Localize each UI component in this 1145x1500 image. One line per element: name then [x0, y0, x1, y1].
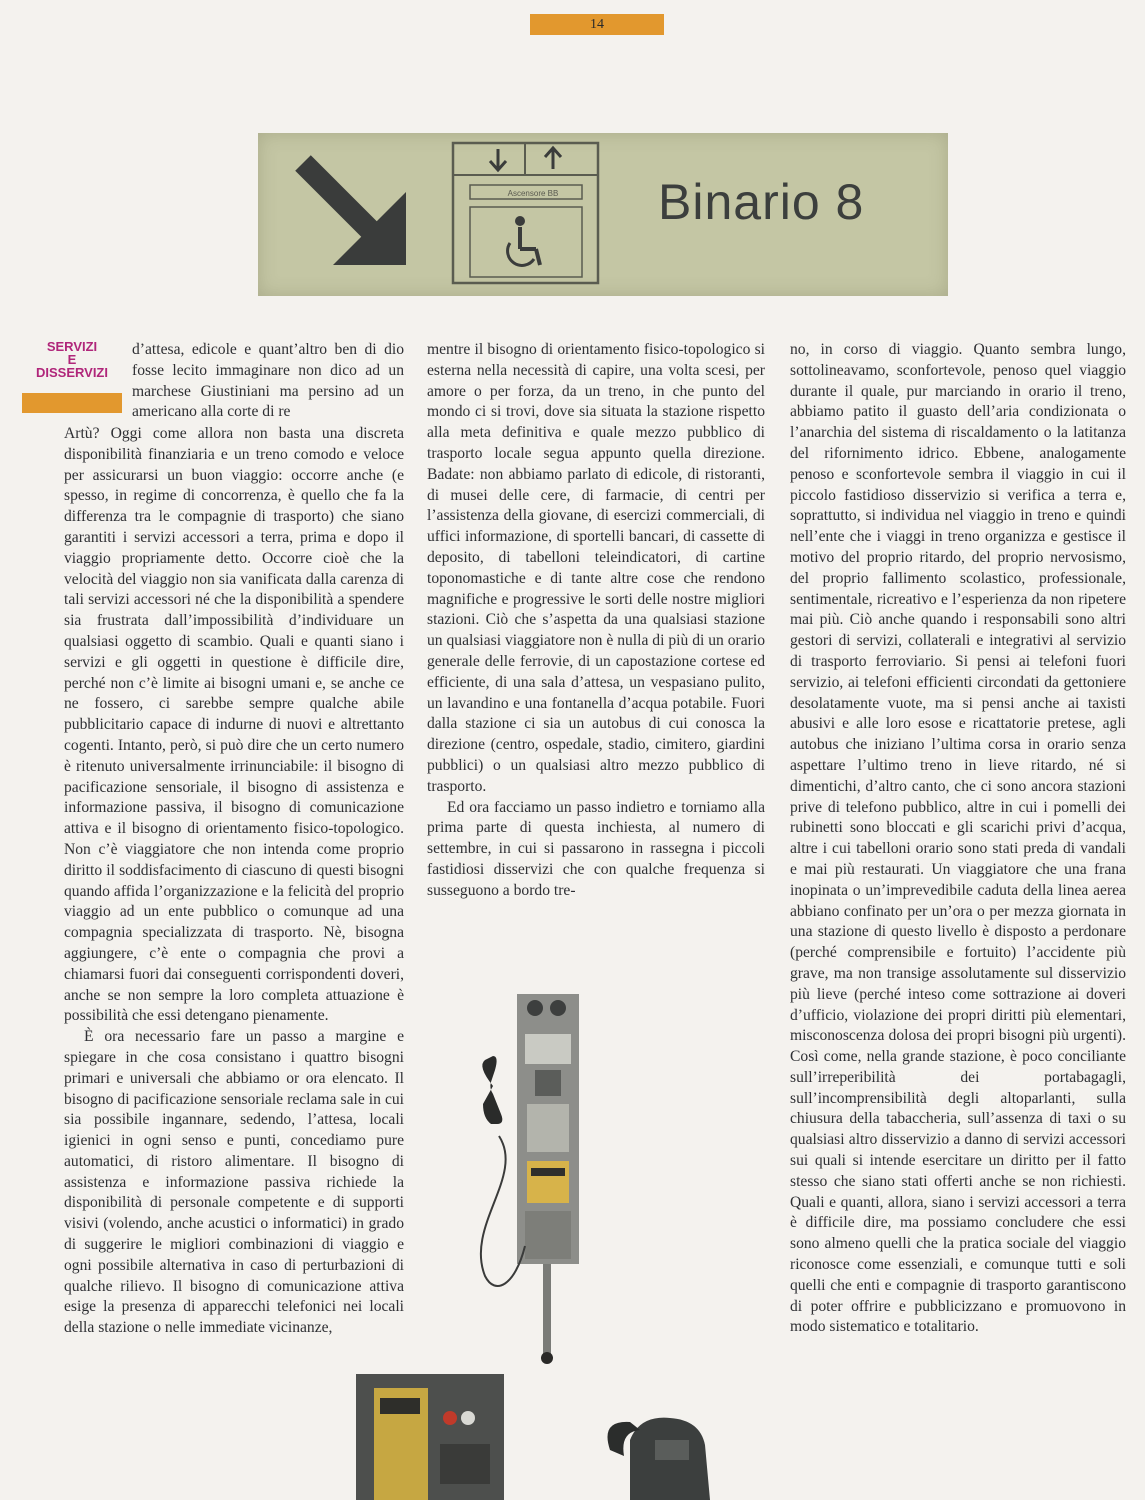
section-accent-bar	[22, 393, 122, 413]
sign-platform-text: Binario 8	[658, 174, 865, 230]
phone-corner-illustration	[600, 1410, 715, 1500]
paragraph: Ed ora facciamo un passo indietro e torniamo alla prima parte di questa inchiesta, al numero di settembre, in cui si passarono in rassegna i piccoli fastidiosi disservizi che con qualche frequenza si susseguono a bordo tre-	[427, 798, 765, 899]
payphone-photo	[455, 986, 580, 1366]
sign-lift-label: Ascensore BB	[507, 189, 559, 198]
page-number: 14	[530, 14, 664, 35]
phone-detail-photo	[356, 1374, 504, 1500]
paragraph: d’attesa, edicole e quant’altro ben di dio fosse lecito immaginare non dico ad un marchese Giustiniani ma persino ad un americano alla corte di re	[132, 341, 404, 421]
section-label-line1: SERVIZI	[46, 339, 98, 354]
paragraph: È ora necessario fare un passo a margine e spiegare in che cosa consistano i quattro bisogni primari e universali che abbiamo or ora elencato. Il bisogno di pacificazione sensoriale reclama sale in cui sia possibile ingannare, sedendo, l’attesa, locali igienici in ogni senso e punti, concediamo pure automatici, di ristoro alimentare. Il bisogno di assistenza e informazione passiva richiede la disponibilità di personale competente e di supporti visivi (volendo, anche acustici o informatici) in grado di suggerire le migliori combinazioni di viaggio e ogni possibile alternativa in caso di perturbazioni di qualche rilievo. Il bisogno di comunicazione attiva esige la presenza di apparecchi telefonici nei locali della stazione o nelle immediate vicinanze,	[64, 1028, 404, 1337]
elevator-icon	[453, 143, 598, 283]
column-2	[427, 340, 765, 902]
column-3	[790, 340, 1126, 1338]
wheelchair-icon	[508, 216, 540, 265]
column-1-lead	[132, 340, 404, 423]
payphone-illustration	[455, 986, 580, 1366]
paragraph: Artù? Oggi come allora non basta una discreta disponibilità finanziaria e un treno comodo e veloce per assicurarsi un buon viaggio: occorre anche (e spesso, in regime di concorrenza, è quello che fa la differenza tra le compagnie di trasporto) che siano garantiti i servizi accessori a terra, prima e dopo il viaggio propriamente detto. Occorre cioè che la velocità del viaggio non sia vanificata dalla carenza di tali servizi accessori né che la disponibilità a spendere sia frustrata dall’impossibilità d’individuare un qualsiasi oggetto di scambio. Quali e quanti siano i servizi e gli oggetti in questione è difficile dire, perché non c’è limite ai bisogni umani e, se anche ce ne fossero, ci sarebbe sempre qualche abile pubblicitario capace di indurne di nuovi e altrettanto cogenti. Intanto, però, si può dire che un certo numero è ritenuto universalmente irrinunciabile: il bisogno di pacificazione sensoriale, il bisogno di assistenza e informazione passiva, il bisogno di comunicazione attiva e il bisogno di orientamento fisico-topologico. Non c’è viaggiatore che non intenda come proprio diritto il soddisfacimento di ciascuno di questi bisogni quando affida l’organizzazione e la felicità del proprio viaggio ad un ente pubblico o comunque ad una compagnia specializzata di trasporto. Nè, bisogna aggiungere, c’è ente o compagnia che provi a chiamarsi fuori dai conseguenti corrispondenti doveri, anche se non sempre la loro completa attuazione è possibilità che essi detengano pienamente.	[64, 425, 404, 1025]
section-label-line3: DISSERVIZI	[35, 365, 108, 380]
paragraph: mentre il bisogno di orientamento fisico-topologico si esterna nella necessità di capire, una volta scesi, per amore o per forza, da un treno, in che punto del mondo ci si trovi, dove sia situata la stazione rispetto alla meta definitiva e quale mezzo pubblico di trasporto locale segua appunto quella direzione. Badate: non abbiamo parlato di edicole, di ristoranti, di musei delle cere, di farmacie, di centri per l’assistenza della giovane, di esercizi commerciali, di uffici informazione, di sportelli bancari, di cassette di deposito, di tabelloni teleindicatori, di cartine toponomastiche e di tante altre cose che rendono magnifiche e progressive le sorti delle nostre migliori stazioni. Ciò che s’aspetta da una qualsiasi stazione un qualsiasi viaggiatore non è nulla di più di un orario generale delle ferrovie, di un capostazione cortese ed efficiente, di una sala d’attesa, un vespasiano pulito, un lavandino e una fontanella d’acqua potabile. Fuori dalla stazione ci sia un autobus di cui conosca la direzione (centro, ospedale, stadio, cimitero, giardini pubblici) o un qualsiasi altro mezzo pubblico di trasporto.	[427, 341, 765, 795]
column-1	[64, 424, 404, 1339]
paragraph: no, in corso di viaggio. Quanto sembra lungo, sottolineavamo, sconfortevole, penoso quel viaggio durante il quale, pur marciando in orario il treno, abbiamo patito il guasto dell’aria condizionata o l’anarchia del sistema di riscaldamento o la latitanza del rifornimento idrico. Ebbene, analogamente penoso e sconfortevole sembra il viaggio in cui il piccolo fastidioso disservizio si verifica a terra e, soprattutto, si individua nel viaggio in treno e quindi nell’ente che i viaggi in treno organizza e gestisce il motivo del proprio ritardo, del proprio nervosismo, del proprio fallimento scolastico, professionale, sentimentale, ricreativo e l’esperienza da non ripetere mai più. Ciò anche quando i responsabili sono altri gestori di servizi, collaterali e integrativi al servizio di trasporto ferroviario. Si pensi ai telefoni fuori servizio, ai telefoni efficienti circondati da gettoniere desolatamente vuote, ma si pensi anche ai taxisti abusivi e alle loro esose e ricattatorie pretese, agli autobus che iniziano l’ultima corsa in orario senza aspettare l’ultimo treno in lieve ritardo, né si dimentichi, d’altro canto, che ci sono ancora stazioni prive di telefono pubblico, altre in cui i pomelli dei rubinetti sono bloccati e gli scarichi privi d’acqua, altre i cui tabelloni orario sono stati preda di vandali e mai più restaurati. Un viaggiatore che una frana inopinata o un’imprevedibile caduta della linea aerea abbiano confinato per un’ora o per mezza giornata in una stazione di questo livello è disposto a perdonare (perché comprensibile e fortuito) l’accidente più grave, ma non transige assolutamente sul disservizio più lieve (perché inteso come sottrazione ai doveri d’ufficio, violazione dei propri diritti più elementari, misconoscenza dolosa dei propri bisogni più urgenti). Così come, nella grande stazione, è poco conciliante sull’irreperibilità dei portabagagli, sull’incomprensibilità degli altoparlanti, sulla chiusura della tabaccheria, sull’assenza di taxi o su qualsiasi altro disservizio a danno di servizi accessori sui quali si intende esercitare un diritto per il fatto stesso che siano stati offerti anche se non richiesti. Quali e quanti, allora, siano i servizi accessori a terra è difficile dire, ma possiamo concludere che essi sono almeno quelli che la pratica sociale del viaggio riconosce come essenziali, e comunque tutti e soli quelli che enti e compagnie di trasporto garantiscono di poter offrire e pubblicizzano e promuovono in modo sistematico e totalitario.	[790, 341, 1126, 1336]
section-label	[22, 340, 122, 379]
arrow-down-right-icon	[303, 163, 406, 265]
section-label-line2: E	[67, 352, 77, 367]
phone-corner-photo	[600, 1410, 715, 1500]
phone-detail-illustration	[356, 1374, 504, 1500]
platform-sign-photo	[258, 133, 948, 296]
